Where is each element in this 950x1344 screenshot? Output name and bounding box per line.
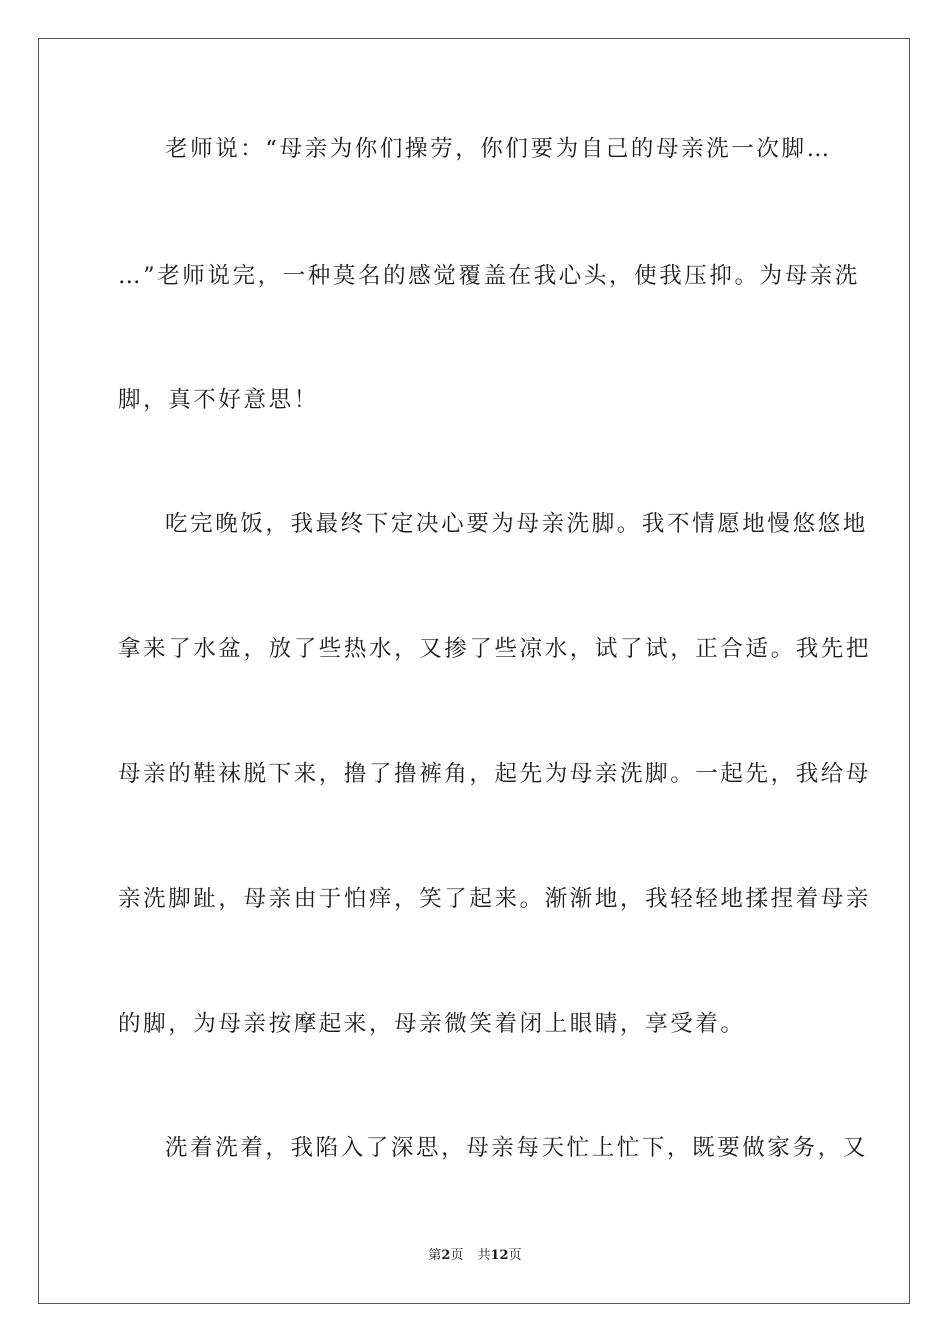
current-page-number: 2 — [441, 1248, 451, 1263]
page-border — [38, 38, 910, 1304]
paragraph-line: 亲洗脚趾，母亲由于怕痒，笑了起来。渐渐地，我轻轻地揉捏着母亲 — [118, 886, 872, 912]
total-page-count: 12 — [490, 1248, 509, 1263]
paragraph-line: 的脚，为母亲按摩起来，母亲微笑着闭上眼睛，享受着。 — [118, 1011, 746, 1037]
paragraph-line: 母亲的鞋袜脱下来，撸了撸裤角，起先为母亲洗脚。一起先，我给母 — [118, 761, 872, 787]
page-suffix: 页 — [450, 1248, 464, 1263]
page-prefix: 第 — [428, 1248, 442, 1263]
paragraph-line: 吃完晚饭，我最终下定决心要为母亲洗脚。我不情愿地慢悠悠地 — [165, 511, 868, 537]
paragraph-line: 拿来了水盆，放了些热水，又掺了些凉水，试了试，正合适。我先把 — [118, 636, 872, 662]
paragraph-line: 老师说：“母亲为你们操劳，你们要为自己的母亲洗一次脚… — [165, 136, 832, 162]
total-suffix: 页 — [508, 1248, 522, 1263]
paragraph-line: …”老师说完，一种莫名的感觉覆盖在我心头，使我压抑。为母亲洗 — [118, 263, 861, 289]
page-footer — [0, 1247, 950, 1265]
paragraph-line: 脚，真不好意思！ — [118, 387, 319, 413]
total-prefix: 共 — [477, 1248, 491, 1263]
paragraph-line: 洗着洗着，我陷入了深思，母亲每天忙上忙下，既要做家务，又 — [165, 1135, 868, 1161]
